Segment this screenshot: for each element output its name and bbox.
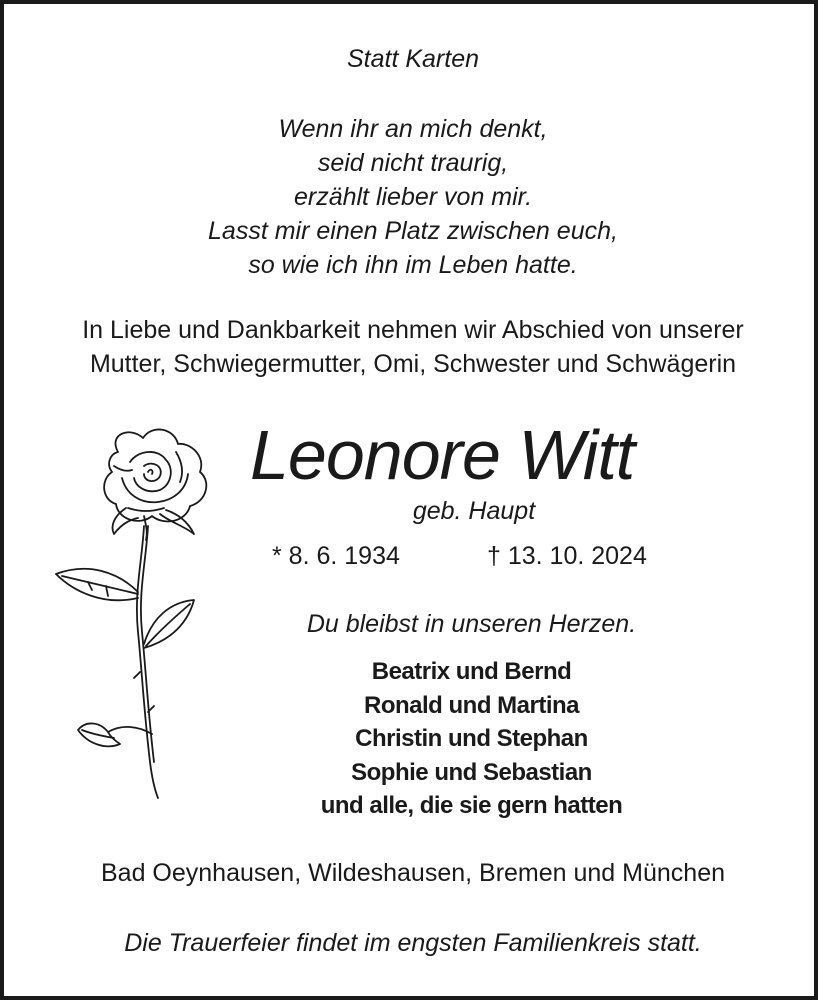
- poem: [4, 112, 818, 282]
- poem-line: so wie ich ihn im Leben hatte.: [248, 251, 578, 279]
- poem-line: erzählt lieber von mir.: [293, 183, 533, 211]
- intro-text: [4, 313, 818, 381]
- family-member: Ronald und Martina: [364, 691, 579, 719]
- family-list: [244, 655, 699, 823]
- death-date: † 13. 10. 2024: [487, 542, 647, 570]
- poem-line: Lasst mir einen Platz zwischen euch,: [208, 217, 618, 245]
- poem-line: Wenn ihr an mich denkt,: [278, 115, 548, 143]
- intro-line: In Liebe und Dankbarkeit nehmen wir Abschied von unserer: [82, 316, 744, 344]
- places-text: Bad Oeynhausen, Wildeshausen, Bremen und München: [101, 859, 725, 887]
- family-member: Sophie und Sebastian: [351, 758, 592, 786]
- rose-icon: [48, 422, 228, 802]
- intro-line: Mutter, Schwiegermutter, Omi, Schwester und Schwägerin: [89, 350, 737, 378]
- header-text: Statt Karten: [346, 45, 480, 73]
- family-member: Christin und Stephan: [355, 725, 588, 752]
- poem-line: seid nicht traurig,: [317, 149, 509, 177]
- ceremony-text: Die Trauerfeier findet im engsten Familienkreis statt.: [124, 929, 702, 957]
- family-member: und alle, die sie gern hatten: [320, 792, 623, 819]
- birth-date: * 8. 6. 1934: [272, 542, 400, 570]
- motto-text: Du bleibst in unseren Herzen.: [306, 610, 637, 638]
- family-member: Beatrix und Bernd: [371, 658, 572, 685]
- maiden-name: geb. Haupt: [412, 497, 536, 525]
- deceased-name: Leonore Witt: [250, 416, 635, 494]
